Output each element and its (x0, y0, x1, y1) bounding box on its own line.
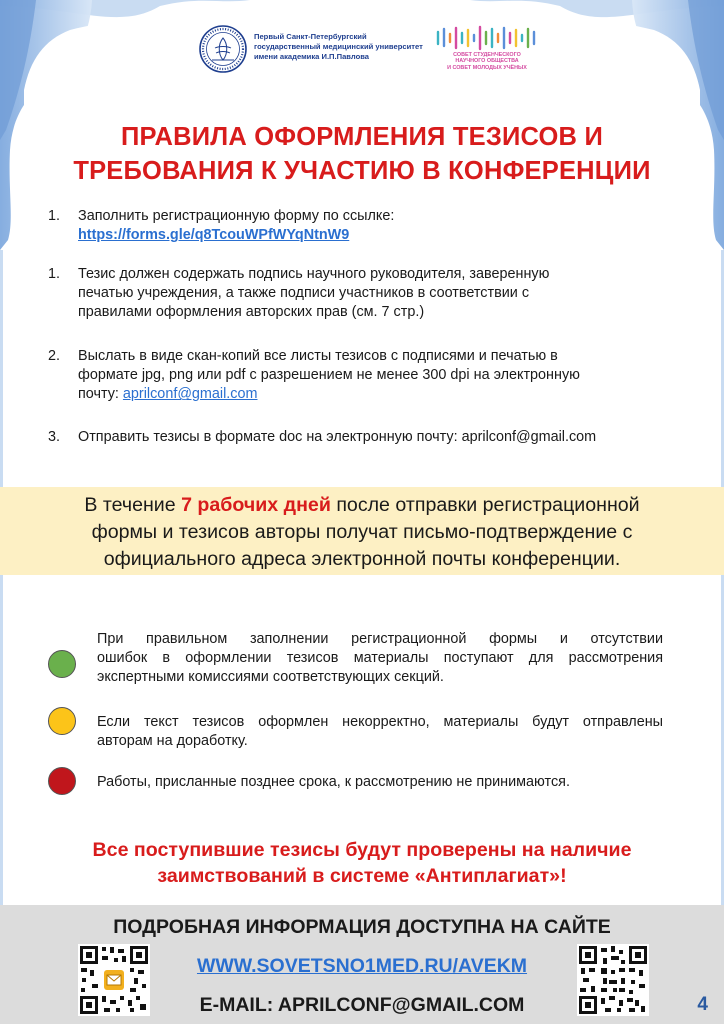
step-text (78, 428, 690, 447)
warning-line: Все поступившие тезисы будут проверены на наличие (92, 839, 632, 861)
registration-form-link[interactable]: https://forms.gle/q8TcouWPfWYqNtnW9 (78, 227, 350, 244)
step-text (78, 347, 690, 405)
step-number: 3. (48, 429, 61, 445)
university-line: имени академика И.П.Павлова (254, 52, 370, 61)
university-name (254, 32, 424, 62)
step-text (78, 265, 690, 323)
email-link[interactable]: aprilconf@gmail.com (122, 386, 258, 403)
plagiarism-warning (0, 837, 724, 889)
rule-line: Работы, присланные позднее срока, к рассмотрению не принимаются. (97, 774, 570, 790)
step-line: Отправить тезисы в формате doc на электронную почту: aprilconf@gmail.com (78, 429, 597, 445)
confirmation-notice (0, 492, 724, 573)
council-line: СОВЕТ СТУДЕНЧЕСКОГО (453, 52, 521, 58)
notice-prefix: В течение (84, 494, 182, 516)
header-logos (0, 20, 724, 82)
rule-line: Если текст тезисов оформлен некорректно, материалы будут отправлены (97, 714, 663, 730)
notice-suffix: после отправки регистрационной (330, 494, 640, 516)
rule-line: авторам на доработку. (97, 733, 248, 749)
footer-heading: ПОДРОБНАЯ ИНФОРМАЦИЯ ДОСТУПНА НА САЙТЕ (113, 916, 611, 938)
notice-line: формы и тезисов авторы получат письмо-подтверждение с (91, 521, 633, 543)
footer-email[interactable]: E-MAIL: APRILCONF@GMAIL.COM (199, 994, 525, 1016)
council-line: И СОВЕТ МОЛОДЫХ УЧЁНЫХ (447, 64, 527, 71)
step-number: 2. (48, 348, 61, 364)
yellow-status-icon (48, 707, 76, 735)
green-status-icon (48, 650, 76, 678)
university-line: государственный медицинский университет (254, 42, 423, 51)
step-text (78, 207, 690, 245)
council-name (432, 52, 542, 71)
university-line: Первый Санкт-Петербургский (254, 32, 367, 41)
rule-line: экспертными комиссиями соответствующих секций. (97, 669, 444, 685)
step-line: Заполнить регистрационную форму по ссылке: (78, 208, 395, 224)
university-seal-icon (198, 24, 248, 74)
step-line: печатью учреждения, а также подписи участников в соответствии с (78, 285, 530, 302)
red-status-icon (48, 767, 76, 795)
title-line: ПРАВИЛА ОФОРМЛЕНИЯ ТЕЗИСОВ И (121, 123, 603, 151)
step-number: 1. (48, 208, 61, 224)
rule-text (97, 773, 663, 792)
warning-line: заимствований в системе «Антиплагиат»! (157, 865, 567, 887)
rule-text (97, 713, 663, 751)
step-number: 1. (48, 266, 61, 282)
step-line: формате jpg, png или pdf с разрешением не менее 300 dpi на электронную (78, 367, 580, 384)
title-line: ТРЕБОВАНИЯ К УЧАСТИЮ В КОНФЕРЕНЦИИ (73, 157, 651, 185)
rule-line: При правильном заполнении регистрационной формы и отсутствии (97, 631, 663, 647)
step-line: почту: (78, 386, 123, 403)
deadline-emphasis: 7 рабочих дней (181, 494, 331, 516)
step-line: Тезис должен содержать подпись научного руководителя, заверенную (78, 266, 550, 282)
council-line: НАУЧНОГО ОБЩЕСТВА (455, 58, 519, 65)
step-line: Выслать в виде скан-копий все листы тезисов с подписями и печатью в (78, 348, 558, 364)
page-number: 4 (697, 994, 708, 1015)
qr-code-email-icon (78, 944, 150, 1016)
page-title (0, 120, 724, 188)
rule-text (97, 630, 663, 687)
notice-line: официального адреса электронной почты конференции. (103, 548, 621, 570)
qr-code-site-icon (577, 944, 649, 1016)
rule-line: ошибок в оформлении тезисов материалы поступают для рассмотрения (97, 650, 663, 666)
step-line: правилами оформления авторских прав (см. 7 стр.) (78, 304, 425, 321)
website-link[interactable]: WWW.SOVETSNO1MED.RU/AVEKM (196, 955, 528, 977)
